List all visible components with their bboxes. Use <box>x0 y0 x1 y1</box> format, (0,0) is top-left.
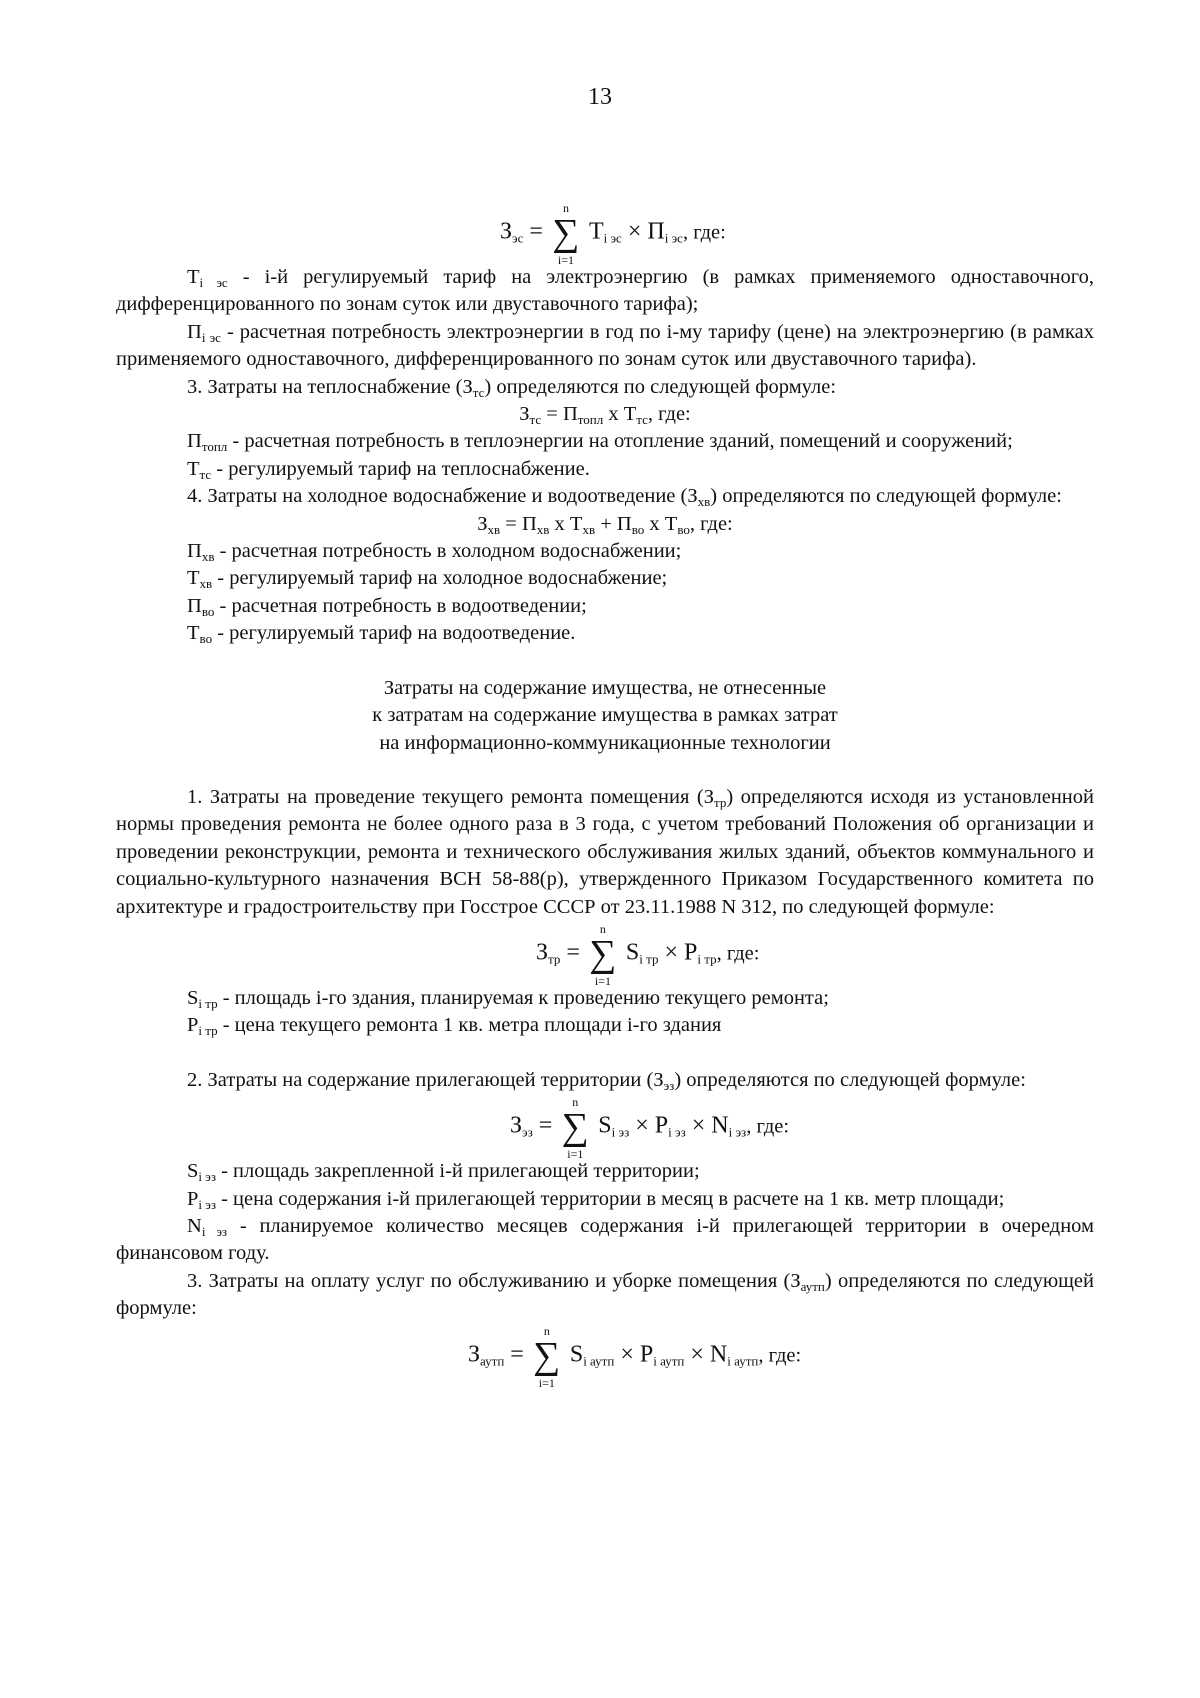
definition-p-vo: $П_{во}$ - расчетная потребность в водоотведении; <box>187 594 587 619</box>
item-repair: 1. Затраты на проведение текущего ремонта помещения $(З_{тр})$ определяются исходя из установленной нормы проведения ремонта не более одного раза в 3 года, с учетом требований Положения об организации и проведении реконструкции, ремонта и технического обслуживания жилых зданий, объектов коммунального и социально-культурного назначения ВСН 58-88(р), утвержденного Приказом Государственного комитета по архитектуре и градостроительству при Госстрое СССР от 23.11.1988 N 312, по следующей формуле: <box>116 785 1094 918</box>
sum-symbol: n ∑ i=1 <box>561 1095 589 1162</box>
definition-s-tr: $S_{i тр}$ - площадь i-го здания, планируемая к проведению текущего ремонта; <box>187 986 829 1011</box>
sum-symbol: n ∑ i=1 <box>589 921 617 988</box>
formula-cleaning: $З_{аутп}$ = n ∑ i=1 $S_{i аутп} \times P_{i аутп} \times N_{i аутп}$, где: <box>468 1323 802 1390</box>
definition-p-es: $П_{i эс}$ - расчетная потребность электроэнергии в год по i-му тарифу (цене) на электроэнергию (в рамках применяемого одноставочного, дифференцированного по зонам суток или двуставочного тарифа). <box>116 320 1094 371</box>
formula-heating: $З_{тс} = П_{топл}$ x $Т_{тс}$, где: <box>519 403 691 428</box>
formula-repair: $З_{тр}$ = n ∑ i=1 $S_{i тр} \times P_{i тр}$, где: <box>536 921 760 988</box>
definition-n-ez: $N_{i эз}$ - планируемое количество месяцев содержания i-й прилегающей территории в очередном финансовом году. <box>116 1214 1095 1265</box>
definition-s-ez: $S_{i эз}$ - площадь закрепленной i-й прилегающей территории; <box>187 1160 700 1185</box>
definition-p-ez: $P_{i эз}$ - цена содержания i-й прилегающей территории в месяц в расчете на 1 кв. метр площади; <box>187 1187 1005 1212</box>
definition-t-hv: $Т_{хв}$ - регулируемый тариф на холодное водоснабжение; <box>187 567 668 592</box>
sum-symbol: n ∑ i=1 <box>533 1323 561 1390</box>
item-cleaning: 3. Затраты на оплату услуг по обслуживанию и уборке помещения $(З_{аутп})$ определяются по следующей формуле: <box>116 1269 1094 1320</box>
item-water: 4. Затраты на холодное водоснабжение и водоотведение $(З_{хв})$ определяются по следующей формуле: <box>187 485 1062 510</box>
definition-p-tr: $P_{i тр}$ - цена текущего ремонта 1 кв. метра площади i-го здания <box>187 1014 722 1039</box>
formula-electricity: $З_{эс}$ = n ∑ i=1 $Т_{i эс} \times П_{i эс}$, где: <box>500 201 726 267</box>
definition-t-ts: $Т_{тс}$ - регулируемый тариф на теплоснабжение. <box>187 457 590 482</box>
definition-t-vo: $Т_{во}$ - регулируемый тариф на водоотведение. <box>187 622 576 647</box>
item-territory: 2. Затраты на содержание прилегающей территории $(З_{эз})$ определяются по следующей формуле: <box>187 1068 1026 1093</box>
sum-symbol: n ∑ i=1 <box>552 201 580 267</box>
formula-territory: $З_{эз}$ = n ∑ i=1 $S_{i эз} \times P_{i эз} \times N_{i эз}$, где: <box>510 1095 790 1162</box>
document-body <box>116 0 1095 1390</box>
section-heading: Затраты на содержание имущества, не отнесенные к затратам на содержание имущества в рамках затрат на информационно-коммуникационные технологии <box>372 676 838 754</box>
formula-water: $З_{хв} = П_{хв}$ x $Т_{хв} + П_{во}$ x $Т_{во}$, где: <box>477 512 733 537</box>
definition-p-topl: $П_{топл}$ - расчетная потребность в теплоэнергии на отопление зданий, помещений и сооружений; <box>187 430 1013 455</box>
definition-p-hv: $П_{хв}$ - расчетная потребность в холодном водоснабжении; <box>187 540 682 565</box>
page-number: 13 <box>588 84 612 110</box>
definition-t-es: $Т_{i эс} - i-й$ регулируемый тариф на электроэнергию (в рамках применяемого одноставочного, дифференцированного по зонам суток или двуставочного тарифа); <box>116 266 1095 316</box>
item-heating: 3. Затраты на теплоснабжение $(З_{тс})$ определяются по следующей формуле: <box>187 375 837 400</box>
